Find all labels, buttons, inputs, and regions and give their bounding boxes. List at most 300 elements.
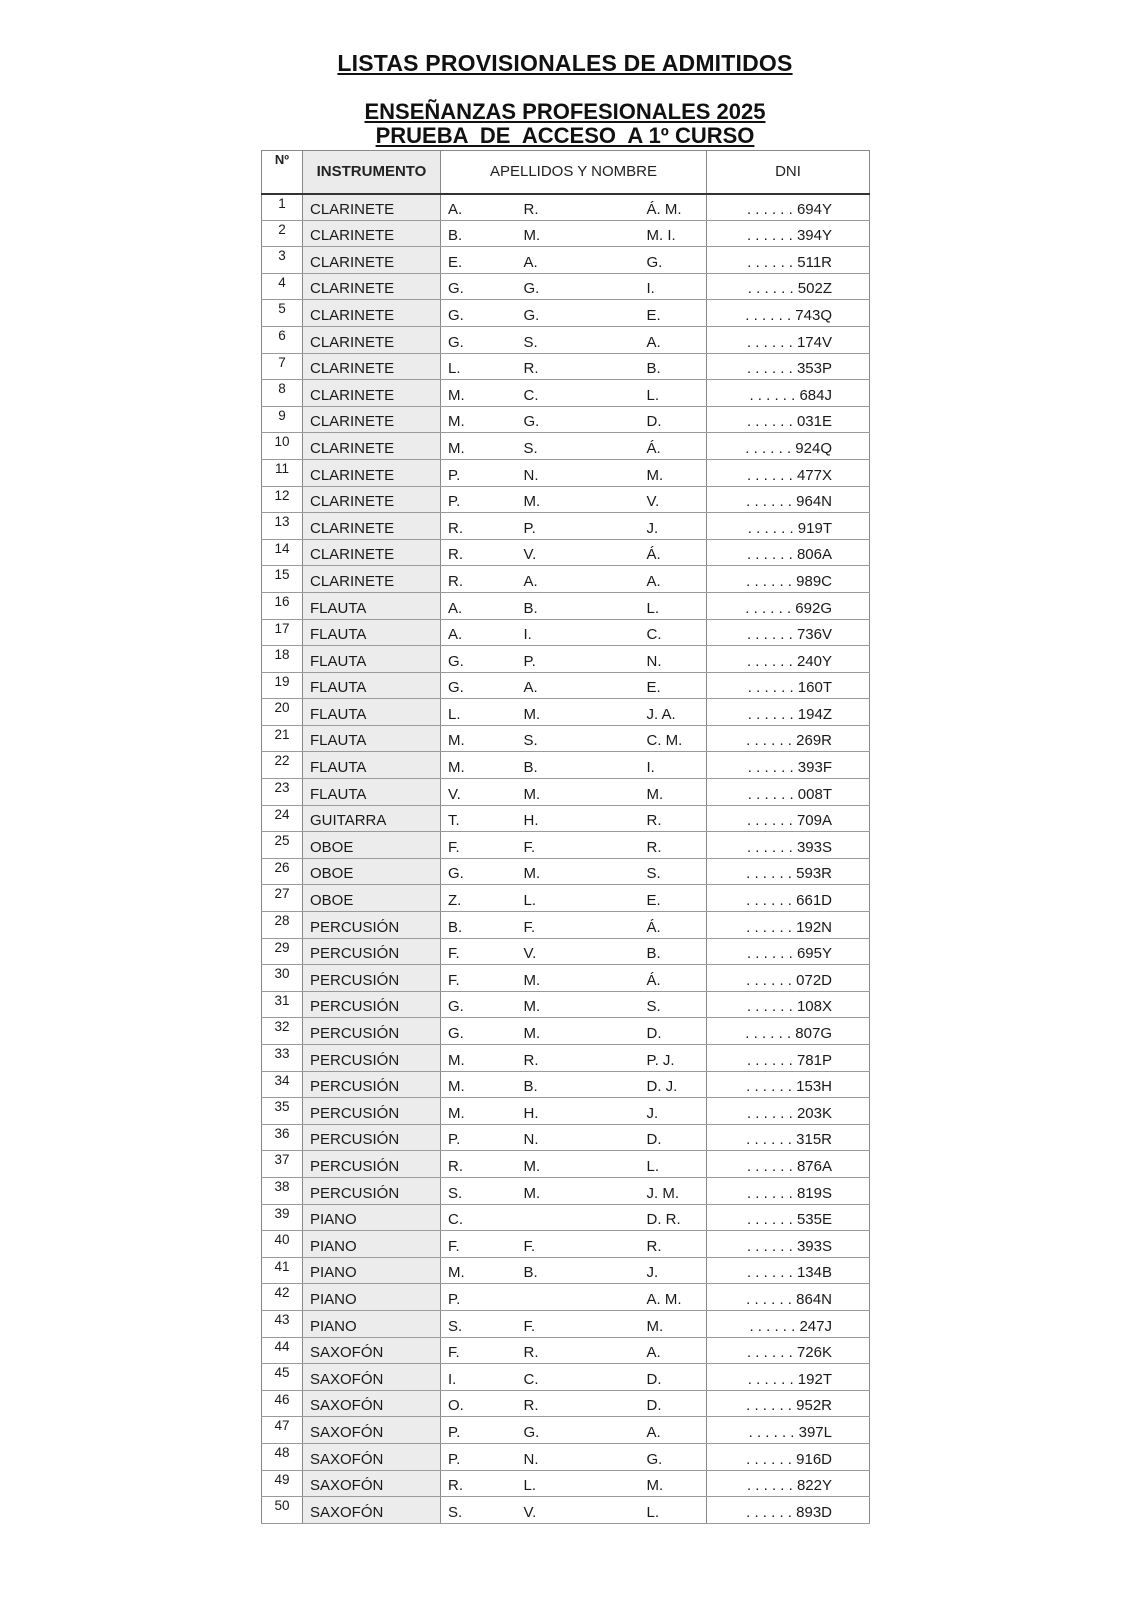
row-dni: . . . . . . 353P <box>707 353 870 380</box>
row-number: 43 <box>262 1310 303 1337</box>
row-number: 49 <box>262 1470 303 1497</box>
table-row <box>262 1018 870 1045</box>
row-dni: . . . . . . 684J <box>707 380 870 407</box>
row-surname-1: P. <box>441 459 518 486</box>
row-surname-2: H. <box>518 1098 640 1125</box>
row-given-name: P. J. <box>640 1045 707 1072</box>
row-surname-1: F. <box>441 1337 518 1364</box>
row-dni: . . . . . . 916D <box>707 1443 870 1470</box>
row-number: 31 <box>262 991 303 1018</box>
row-dni: . . . . . . 661D <box>707 885 870 912</box>
document-subtitle <box>0 100 1130 148</box>
table-row <box>262 805 870 832</box>
row-instrument: OBOE <box>303 858 441 885</box>
table-row <box>262 672 870 699</box>
table-row <box>262 912 870 939</box>
table-row <box>262 220 870 247</box>
row-surname-1: F. <box>441 965 518 992</box>
row-surname-1: B. <box>441 912 518 939</box>
table-row <box>262 1337 870 1364</box>
row-surname-2: A. <box>518 247 640 274</box>
row-instrument: PERCUSIÓN <box>303 991 441 1018</box>
row-surname-1: G. <box>441 646 518 673</box>
row-surname-1: M. <box>441 380 518 407</box>
row-number: 14 <box>262 539 303 566</box>
row-surname-2: F. <box>518 832 640 859</box>
admitted-list-table <box>261 150 870 1524</box>
row-surname-1: P. <box>441 1417 518 1444</box>
row-surname-1: C. <box>441 1204 518 1231</box>
row-surname-1: S. <box>441 1310 518 1337</box>
row-number: 44 <box>262 1337 303 1364</box>
row-number: 50 <box>262 1497 303 1524</box>
row-instrument: CLARINETE <box>303 300 441 327</box>
row-surname-2: N. <box>518 1443 640 1470</box>
row-surname-1: F. <box>441 832 518 859</box>
row-surname-2: B. <box>518 752 640 779</box>
row-given-name: M. <box>640 779 707 806</box>
row-surname-1: G. <box>441 273 518 300</box>
table-row <box>262 1284 870 1311</box>
table-row <box>262 592 870 619</box>
row-surname-1: O. <box>441 1390 518 1417</box>
row-dni: . . . . . . 893D <box>707 1497 870 1524</box>
row-surname-2: G. <box>518 273 640 300</box>
table-row <box>262 1443 870 1470</box>
table-row <box>262 513 870 540</box>
row-number: 1 <box>262 194 303 221</box>
row-number: 5 <box>262 300 303 327</box>
row-given-name: D. <box>640 406 707 433</box>
row-dni: . . . . . . 952R <box>707 1390 870 1417</box>
row-dni: . . . . . . 160T <box>707 672 870 699</box>
row-dni: . . . . . . 511R <box>707 247 870 274</box>
row-surname-1: I. <box>441 1364 518 1391</box>
subtitle-line-1: ENSEÑANZAS PROFESIONALES 2025 <box>364 99 766 124</box>
row-surname-2: G. <box>518 406 640 433</box>
table-row <box>262 725 870 752</box>
row-surname-2: V. <box>518 938 640 965</box>
row-surname-2: G. <box>518 300 640 327</box>
row-surname-2: B. <box>518 1071 640 1098</box>
row-dni: . . . . . . 919T <box>707 513 870 540</box>
row-dni: . . . . . . 269R <box>707 725 870 752</box>
row-instrument: PIANO <box>303 1310 441 1337</box>
row-surname-1: Z. <box>441 885 518 912</box>
row-surname-1: P. <box>441 1284 518 1311</box>
row-given-name: I. <box>640 273 707 300</box>
table-row <box>262 1124 870 1151</box>
row-number: 26 <box>262 858 303 885</box>
row-instrument: OBOE <box>303 885 441 912</box>
row-surname-1: E. <box>441 247 518 274</box>
row-instrument: CLARINETE <box>303 273 441 300</box>
row-dni: . . . . . . 692G <box>707 592 870 619</box>
row-dni: . . . . . . 964N <box>707 486 870 513</box>
row-surname-2: A. <box>518 566 640 593</box>
row-number: 8 <box>262 380 303 407</box>
row-given-name: Á. M. <box>640 194 707 221</box>
row-instrument: SAXOFÓN <box>303 1497 441 1524</box>
row-dni: . . . . . . 736V <box>707 619 870 646</box>
table-row <box>262 1390 870 1417</box>
row-given-name: M. <box>640 1310 707 1337</box>
row-surname-2: R. <box>518 1045 640 1072</box>
row-number: 21 <box>262 725 303 752</box>
row-surname-2: M. <box>518 486 640 513</box>
row-instrument: CLARINETE <box>303 406 441 433</box>
row-number: 6 <box>262 326 303 353</box>
row-dni: . . . . . . 203K <box>707 1098 870 1125</box>
row-surname-1: R. <box>441 539 518 566</box>
row-number: 15 <box>262 566 303 593</box>
row-surname-2: N. <box>518 1124 640 1151</box>
row-instrument: PIANO <box>303 1204 441 1231</box>
row-dni: . . . . . . 247J <box>707 1310 870 1337</box>
row-surname-1: P. <box>441 1124 518 1151</box>
row-dni: . . . . . . 989C <box>707 566 870 593</box>
table-row <box>262 1045 870 1072</box>
row-surname-1: M. <box>441 433 518 460</box>
row-instrument: PIANO <box>303 1231 441 1258</box>
row-surname-1: L. <box>441 353 518 380</box>
table-row <box>262 433 870 460</box>
row-instrument: FLAUTA <box>303 779 441 806</box>
row-given-name: J. <box>640 513 707 540</box>
header-number: Nº <box>262 151 303 194</box>
row-surname-1: T. <box>441 805 518 832</box>
row-given-name: Á. <box>640 965 707 992</box>
row-dni: . . . . . . 174V <box>707 326 870 353</box>
row-instrument: PERCUSIÓN <box>303 1124 441 1151</box>
row-dni: . . . . . . 393F <box>707 752 870 779</box>
row-surname-2: C. <box>518 380 640 407</box>
row-surname-2: V. <box>518 1497 640 1524</box>
row-given-name: J. A. <box>640 699 707 726</box>
row-given-name: E. <box>640 672 707 699</box>
row-surname-1: B. <box>441 220 518 247</box>
row-instrument: PERCUSIÓN <box>303 1098 441 1125</box>
row-number: 38 <box>262 1177 303 1204</box>
table-row <box>262 300 870 327</box>
table-row <box>262 1310 870 1337</box>
row-given-name: L. <box>640 380 707 407</box>
row-dni: . . . . . . 153H <box>707 1071 870 1098</box>
row-given-name: B. <box>640 938 707 965</box>
row-instrument: FLAUTA <box>303 646 441 673</box>
document-title: LISTAS PROVISIONALES DE ADMITIDOS <box>337 50 793 76</box>
row-instrument: OBOE <box>303 832 441 859</box>
row-surname-2: M. <box>518 779 640 806</box>
row-number: 35 <box>262 1098 303 1125</box>
header-name: APELLIDOS Y NOMBRE <box>441 151 707 194</box>
row-given-name: V. <box>640 486 707 513</box>
row-instrument: CLARINETE <box>303 539 441 566</box>
table-row <box>262 406 870 433</box>
table-row <box>262 1177 870 1204</box>
table-row <box>262 1364 870 1391</box>
row-surname-1: A. <box>441 592 518 619</box>
header-dni: DNI <box>707 151 870 194</box>
row-surname-2: S. <box>518 326 640 353</box>
row-dni: . . . . . . 743Q <box>707 300 870 327</box>
row-number: 17 <box>262 619 303 646</box>
table-row <box>262 566 870 593</box>
row-surname-1: M. <box>441 1045 518 1072</box>
row-number: 13 <box>262 513 303 540</box>
subtitle-line-2: PRUEBA DE ACCESO A 1º CURSO <box>375 123 755 148</box>
row-number: 12 <box>262 486 303 513</box>
row-instrument: PERCUSIÓN <box>303 938 441 965</box>
row-instrument: PERCUSIÓN <box>303 1045 441 1072</box>
row-dni: . . . . . . 819S <box>707 1177 870 1204</box>
row-given-name: Á. <box>640 433 707 460</box>
row-given-name: S. <box>640 991 707 1018</box>
table-row <box>262 1098 870 1125</box>
row-dni: . . . . . . 393S <box>707 1231 870 1258</box>
row-surname-2: R. <box>518 1337 640 1364</box>
row-number: 7 <box>262 353 303 380</box>
row-instrument: CLARINETE <box>303 326 441 353</box>
table-row <box>262 1417 870 1444</box>
table-row <box>262 1497 870 1524</box>
row-instrument: SAXOFÓN <box>303 1417 441 1444</box>
row-surname-1: M. <box>441 752 518 779</box>
row-surname-2: R. <box>518 353 640 380</box>
row-instrument: SAXOFÓN <box>303 1390 441 1417</box>
row-number: 25 <box>262 832 303 859</box>
row-number: 20 <box>262 699 303 726</box>
row-surname-2: F. <box>518 912 640 939</box>
row-given-name: E. <box>640 885 707 912</box>
row-surname-1: L. <box>441 699 518 726</box>
row-surname-2: M. <box>518 991 640 1018</box>
row-surname-2: V. <box>518 539 640 566</box>
table-row <box>262 353 870 380</box>
row-given-name: D. <box>640 1364 707 1391</box>
row-instrument: FLAUTA <box>303 699 441 726</box>
row-instrument: PERCUSIÓN <box>303 1151 441 1178</box>
row-number: 9 <box>262 406 303 433</box>
table-row <box>262 646 870 673</box>
row-number: 48 <box>262 1443 303 1470</box>
row-given-name: J. <box>640 1257 707 1284</box>
table-row <box>262 1231 870 1258</box>
row-dni: . . . . . . 240Y <box>707 646 870 673</box>
row-instrument: PERCUSIÓN <box>303 965 441 992</box>
row-surname-1: M. <box>441 1098 518 1125</box>
row-number: 27 <box>262 885 303 912</box>
row-given-name: A. M. <box>640 1284 707 1311</box>
row-dni: . . . . . . 477X <box>707 459 870 486</box>
row-given-name: G. <box>640 247 707 274</box>
row-surname-1: R. <box>441 1151 518 1178</box>
row-surname-2: M. <box>518 1177 640 1204</box>
row-instrument: SAXOFÓN <box>303 1337 441 1364</box>
row-given-name: D. <box>640 1124 707 1151</box>
row-instrument: PIANO <box>303 1257 441 1284</box>
row-surname-1: G. <box>441 672 518 699</box>
table-row <box>262 273 870 300</box>
table-row <box>262 380 870 407</box>
row-surname-2: L. <box>518 1470 640 1497</box>
row-dni: . . . . . . 502Z <box>707 273 870 300</box>
row-surname-2: I. <box>518 619 640 646</box>
row-surname-2: P. <box>518 646 640 673</box>
row-given-name: M. I. <box>640 220 707 247</box>
row-instrument: CLARINETE <box>303 486 441 513</box>
row-given-name: I. <box>640 752 707 779</box>
row-dni: . . . . . . 593R <box>707 858 870 885</box>
header-instrument: INSTRUMENTO <box>303 151 441 194</box>
row-instrument: SAXOFÓN <box>303 1470 441 1497</box>
row-number: 40 <box>262 1231 303 1258</box>
row-number: 24 <box>262 805 303 832</box>
row-given-name: D. R. <box>640 1204 707 1231</box>
row-given-name: M. <box>640 459 707 486</box>
table-row <box>262 1470 870 1497</box>
table-row <box>262 699 870 726</box>
row-given-name: A. <box>640 566 707 593</box>
row-dni: . . . . . . 822Y <box>707 1470 870 1497</box>
row-given-name: L. <box>640 1497 707 1524</box>
row-given-name: M. <box>640 1470 707 1497</box>
table-row <box>262 1204 870 1231</box>
row-surname-2: M. <box>518 965 640 992</box>
row-instrument: PERCUSIÓN <box>303 912 441 939</box>
row-surname-2: A. <box>518 672 640 699</box>
row-number: 4 <box>262 273 303 300</box>
row-surname-2: G. <box>518 1417 640 1444</box>
row-instrument: CLARINETE <box>303 380 441 407</box>
table-row <box>262 326 870 353</box>
row-dni: . . . . . . 695Y <box>707 938 870 965</box>
row-dni: . . . . . . 924Q <box>707 433 870 460</box>
row-instrument: CLARINETE <box>303 247 441 274</box>
row-number: 37 <box>262 1151 303 1178</box>
row-surname-1: P. <box>441 1443 518 1470</box>
row-number: 18 <box>262 646 303 673</box>
row-given-name: R. <box>640 1231 707 1258</box>
row-given-name: D. J. <box>640 1071 707 1098</box>
row-instrument: CLARINETE <box>303 353 441 380</box>
row-dni: . . . . . . 031E <box>707 406 870 433</box>
row-number: 42 <box>262 1284 303 1311</box>
row-dni: . . . . . . 807G <box>707 1018 870 1045</box>
row-surname-2: N. <box>518 459 640 486</box>
row-instrument: GUITARRA <box>303 805 441 832</box>
row-given-name: J. M. <box>640 1177 707 1204</box>
row-dni: . . . . . . 192N <box>707 912 870 939</box>
row-instrument: PERCUSIÓN <box>303 1018 441 1045</box>
row-number: 28 <box>262 912 303 939</box>
row-number: 16 <box>262 592 303 619</box>
row-surname-1: M. <box>441 1257 518 1284</box>
row-instrument: FLAUTA <box>303 619 441 646</box>
row-given-name: C. M. <box>640 725 707 752</box>
row-surname-2 <box>518 1204 640 1231</box>
row-given-name: J. <box>640 1098 707 1125</box>
row-surname-2: P. <box>518 513 640 540</box>
row-given-name: D. <box>640 1390 707 1417</box>
table-row <box>262 938 870 965</box>
row-surname-1: M. <box>441 406 518 433</box>
row-number: 11 <box>262 459 303 486</box>
row-surname-2: M. <box>518 220 640 247</box>
table-row <box>262 885 870 912</box>
row-surname-2: B. <box>518 1257 640 1284</box>
row-dni: . . . . . . 315R <box>707 1124 870 1151</box>
row-dni: . . . . . . 876A <box>707 1151 870 1178</box>
row-dni: . . . . . . 397L <box>707 1417 870 1444</box>
row-given-name: A. <box>640 1337 707 1364</box>
table-row <box>262 991 870 1018</box>
table-row <box>262 752 870 779</box>
table-row <box>262 779 870 806</box>
row-instrument: FLAUTA <box>303 592 441 619</box>
row-dni: . . . . . . 072D <box>707 965 870 992</box>
row-surname-1: V. <box>441 779 518 806</box>
row-number: 39 <box>262 1204 303 1231</box>
row-instrument: PERCUSIÓN <box>303 1071 441 1098</box>
row-dni: . . . . . . 393S <box>707 832 870 859</box>
row-given-name: Á. <box>640 912 707 939</box>
table-row <box>262 539 870 566</box>
row-instrument: PIANO <box>303 1284 441 1311</box>
table-row <box>262 1257 870 1284</box>
row-number: 47 <box>262 1417 303 1444</box>
row-given-name: L. <box>640 592 707 619</box>
row-given-name: C. <box>640 619 707 646</box>
row-dni: . . . . . . 192T <box>707 1364 870 1391</box>
row-given-name: R. <box>640 805 707 832</box>
row-instrument: FLAUTA <box>303 725 441 752</box>
row-dni: . . . . . . 781P <box>707 1045 870 1072</box>
row-number: 30 <box>262 965 303 992</box>
row-dni: . . . . . . 008T <box>707 779 870 806</box>
row-surname-2: S. <box>518 725 640 752</box>
row-instrument: CLARINETE <box>303 194 441 221</box>
row-given-name: D. <box>640 1018 707 1045</box>
row-instrument: FLAUTA <box>303 672 441 699</box>
table-header-row <box>262 151 870 194</box>
row-instrument: CLARINETE <box>303 220 441 247</box>
row-dni: . . . . . . 726K <box>707 1337 870 1364</box>
row-surname-1: G. <box>441 1018 518 1045</box>
row-surname-1: F. <box>441 938 518 965</box>
table-body <box>262 194 870 1524</box>
row-dni: . . . . . . 134B <box>707 1257 870 1284</box>
row-surname-1: A. <box>441 194 518 221</box>
row-given-name: N. <box>640 646 707 673</box>
table-row <box>262 1071 870 1098</box>
row-number: 23 <box>262 779 303 806</box>
row-given-name: R. <box>640 832 707 859</box>
row-surname-2: F. <box>518 1310 640 1337</box>
row-number: 29 <box>262 938 303 965</box>
row-surname-1: F. <box>441 1231 518 1258</box>
row-surname-1: G. <box>441 858 518 885</box>
row-surname-1: R. <box>441 513 518 540</box>
row-dni: . . . . . . 806A <box>707 539 870 566</box>
row-number: 34 <box>262 1071 303 1098</box>
row-surname-2: M. <box>518 1018 640 1045</box>
table-row <box>262 858 870 885</box>
table-row <box>262 965 870 992</box>
row-surname-2: R. <box>518 194 640 221</box>
row-given-name: A. <box>640 326 707 353</box>
row-instrument: PERCUSIÓN <box>303 1177 441 1204</box>
